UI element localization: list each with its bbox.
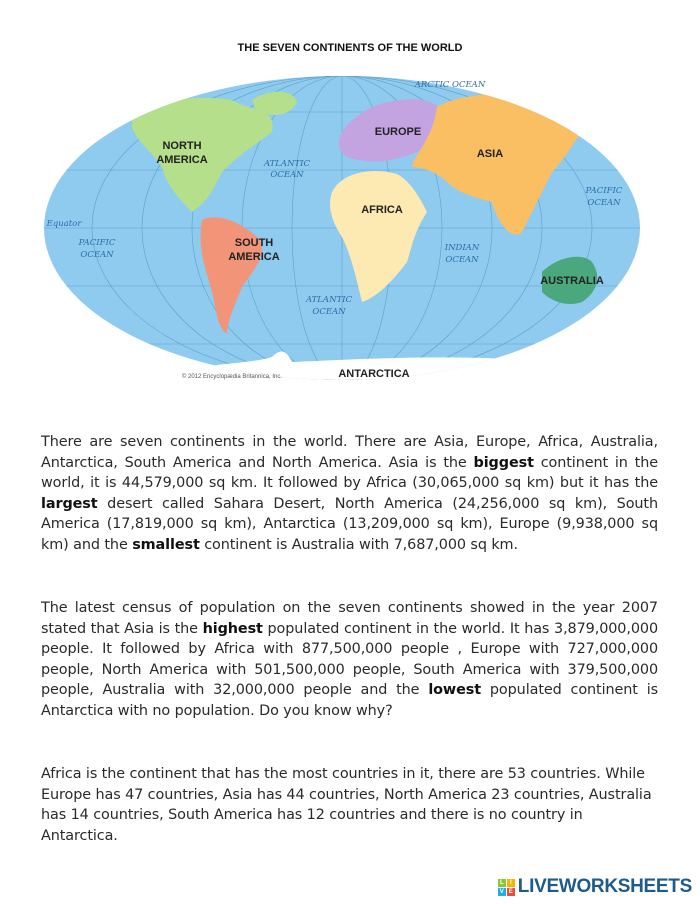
label-pacific-west-2: OCEAN: [80, 250, 114, 260]
label-australia: AUSTRALIA: [540, 275, 604, 287]
page-title: THE SEVEN CONTINENTS OF THE WORLD: [237, 42, 463, 54]
bold-word: largest: [41, 495, 98, 512]
logo-letter: V: [499, 888, 504, 895]
bold-word: biggest: [473, 454, 534, 471]
bold-word: highest: [202, 620, 263, 637]
text: There are seven continents in the world. There are Asia, Europe, Africa, Australia, Antarctica, South America and North America. Asia is the: [41, 434, 658, 471]
label-atlantic-north: ATLANTIC: [263, 159, 311, 169]
label-atlantic-south: ATLANTIC: [305, 295, 353, 305]
label-north-america-2: AMERICA: [156, 154, 208, 166]
logo-letter: I: [507, 879, 515, 887]
label-south-america: SOUTH: [234, 237, 274, 249]
label-atlantic-north-2: OCEAN: [270, 170, 304, 180]
text: populated continent in the world. It has 3,879,000,000 people. It followed by Africa with 877,500,000 people , Europe with 727,000,000 people, North America with 501,500,000 people, South America with 379,500,000 people, Australia with 32,000,000 people and the: [41, 620, 658, 699]
text: The latest census of population on the seven continents showed in the year 2007 stated that Asia is the: [41, 600, 658, 637]
label-antarctica: ANTARCTICA: [338, 368, 410, 380]
label-pacific-west: PACIFIC: [78, 238, 116, 248]
label-pacific-east-2: OCEAN: [587, 198, 621, 208]
bold-word: lowest: [428, 682, 482, 699]
label-atlantic-south-2: OCEAN: [312, 307, 346, 317]
copyright-text: © 2012 Encyclopædia Britannica, Inc.: [181, 374, 283, 380]
text: continent is Australia with 7,687,000 sq km.: [199, 536, 518, 553]
text: Africa is the continent that has the most countries in it, there are 53 countries. While Europe has 47 countries, Asia has 44 countries, North America 23 countries, Australia has 14 countries, South America has 12 countries and there is no country in Antarctica.: [41, 766, 652, 844]
logo-text: LIVEWORKSHEETS: [517, 876, 692, 897]
logo-letter: E: [508, 888, 513, 895]
text: continent in the world, it is 44,579,000 sq km. It followed by Africa (30,065,000 sq km) but it has the: [41, 454, 658, 492]
label-north-america: NORTH: [162, 140, 202, 152]
label-pacific-east: PACIFIC: [585, 186, 623, 196]
label-africa: AFRICA: [361, 204, 403, 216]
liveworksheets-logo: [498, 876, 692, 898]
label-indian-ocean: INDIAN: [444, 243, 480, 253]
label-asia: ASIA: [476, 148, 504, 160]
label-indian-ocean-2: OCEAN: [445, 255, 479, 265]
label-south-america-2: AMERICA: [228, 251, 280, 263]
world-map: [42, 72, 642, 388]
paragraph-area: [41, 432, 658, 556]
text: desert called Sahara Desert, North America (24,256,000 sq km), South America (17,819,000 sq km), Antarctica (13,209,000 sq km), Europe (9,938,000 sq km) and the: [41, 495, 658, 553]
bold-word: smallest: [132, 536, 200, 553]
logo-icon: [498, 879, 515, 896]
paragraph-countries: [41, 764, 658, 846]
label-arctic-ocean: ARCTIC OCEAN: [414, 80, 486, 90]
text: populated continent is Antarctica with no population. Do you know why?: [41, 682, 658, 719]
label-equator: Equator: [46, 219, 82, 229]
label-europe: EUROPE: [374, 126, 422, 138]
logo-letter: L: [498, 879, 506, 887]
paragraph-population: [41, 598, 658, 722]
